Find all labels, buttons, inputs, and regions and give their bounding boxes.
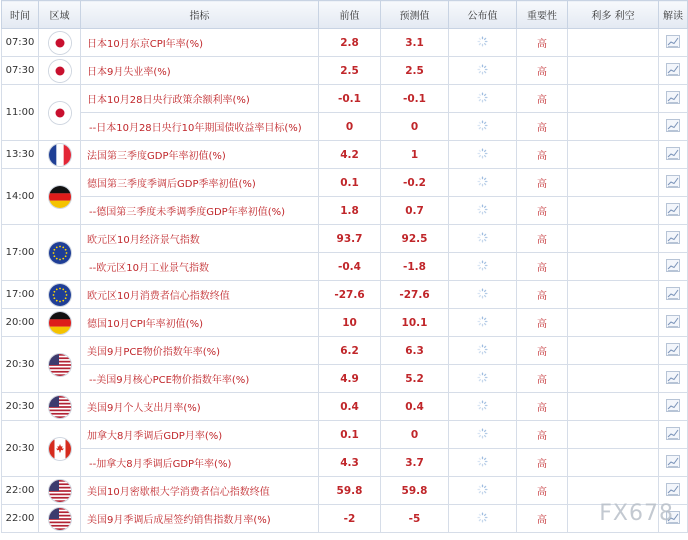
- previous-value: 0.4: [319, 393, 381, 421]
- indicator-link[interactable]: 日本10月东京CPI年率(%): [81, 29, 319, 57]
- importance-value: 高: [517, 113, 568, 141]
- loading-spinner-icon: [477, 64, 488, 78]
- jp-flag-icon: [49, 60, 71, 82]
- previous-value: 93.7: [319, 225, 381, 253]
- previous-value: 4.9: [319, 365, 381, 393]
- analysis-cell[interactable]: [659, 337, 688, 365]
- de-flag-icon: [49, 312, 71, 334]
- indicator-link[interactable]: --德国第三季度未季调季度GDP年率初值(%): [81, 197, 319, 225]
- actual-value: [449, 29, 517, 57]
- forecast-value: -1.8: [381, 253, 449, 281]
- importance-value: 高: [517, 449, 568, 477]
- forecast-value: -5: [381, 505, 449, 533]
- table-row: [2, 113, 688, 141]
- indicator-link[interactable]: 德国10月CPI年率初值(%): [81, 309, 319, 337]
- header-previous[interactable]: 前值: [319, 1, 381, 29]
- previous-value: -2: [319, 505, 381, 533]
- indicator-link[interactable]: --加拿大8月季调后GDP年率(%): [81, 449, 319, 477]
- header-region[interactable]: 区域: [39, 1, 81, 29]
- importance-value: 高: [517, 57, 568, 85]
- loading-spinner-icon: [477, 512, 488, 526]
- previous-value: 0.1: [319, 421, 381, 449]
- analysis-cell[interactable]: [659, 57, 688, 85]
- analysis-cell[interactable]: [659, 141, 688, 169]
- forecast-value: 92.5: [381, 225, 449, 253]
- impact-cell: [568, 57, 659, 85]
- forecast-value: 0: [381, 113, 449, 141]
- actual-value: [449, 449, 517, 477]
- analysis-cell[interactable]: [659, 29, 688, 57]
- region-cell: [39, 85, 81, 141]
- previous-value: -0.1: [319, 85, 381, 113]
- impact-cell: [568, 85, 659, 113]
- time-cell: 07:30: [2, 29, 39, 57]
- analysis-cell[interactable]: [659, 449, 688, 477]
- loading-spinner-icon: [477, 92, 488, 106]
- importance-value: 高: [517, 281, 568, 309]
- time-cell: 17:00: [2, 225, 39, 281]
- analysis-cell[interactable]: [659, 225, 688, 253]
- chart-icon[interactable]: [666, 371, 680, 387]
- analysis-cell[interactable]: [659, 169, 688, 197]
- indicator-link[interactable]: 美国10月密歇根大学消费者信心指数终值: [81, 477, 319, 505]
- region-cell: [39, 421, 81, 477]
- indicator-link[interactable]: 日本9月失业率(%): [81, 57, 319, 85]
- indicator-link[interactable]: --欧元区10月工业景气指数: [81, 253, 319, 281]
- time-cell: 20:30: [2, 421, 39, 477]
- region-cell: [39, 309, 81, 337]
- forecast-value: 5.2: [381, 365, 449, 393]
- time-cell: 11:00: [2, 85, 39, 141]
- header-analysis[interactable]: 解读: [659, 1, 688, 29]
- header-time[interactable]: 时间: [2, 1, 39, 29]
- header-importance[interactable]: 重要性: [517, 1, 568, 29]
- importance-value: 高: [517, 505, 568, 533]
- chart-icon[interactable]: [666, 119, 680, 135]
- us-flag-icon: [49, 396, 71, 418]
- actual-value: [449, 505, 517, 533]
- chart-icon[interactable]: [666, 231, 680, 247]
- importance-value: 高: [517, 197, 568, 225]
- previous-value: 4.2: [319, 141, 381, 169]
- ca-flag-icon: [49, 438, 71, 460]
- region-cell: [39, 337, 81, 393]
- previous-value: -0.4: [319, 253, 381, 281]
- table-row: [2, 337, 688, 365]
- loading-spinner-icon: [477, 344, 488, 358]
- loading-spinner-icon: [477, 176, 488, 190]
- loading-spinner-icon: [477, 36, 488, 50]
- forecast-value: 6.3: [381, 337, 449, 365]
- actual-value: [449, 113, 517, 141]
- chart-icon[interactable]: [666, 315, 680, 331]
- impact-cell: [568, 197, 659, 225]
- impact-cell: [568, 365, 659, 393]
- region-cell: [39, 29, 81, 57]
- table-row: [2, 477, 688, 505]
- importance-value: 高: [517, 141, 568, 169]
- forecast-value: 2.5: [381, 57, 449, 85]
- table-row: [2, 225, 688, 253]
- chart-icon[interactable]: [666, 63, 680, 79]
- forecast-value: 3.7: [381, 449, 449, 477]
- indicator-link[interactable]: 德国第三季度季调后GDP季率初值(%): [81, 169, 319, 197]
- time-cell: 20:30: [2, 337, 39, 393]
- indicator-link[interactable]: 日本10月28日央行政策余额利率(%): [81, 85, 319, 113]
- forecast-value: 0.4: [381, 393, 449, 421]
- time-cell: 17:00: [2, 281, 39, 309]
- impact-cell: [568, 113, 659, 141]
- importance-value: 高: [517, 85, 568, 113]
- table-row: [2, 197, 688, 225]
- region-cell: [39, 281, 81, 309]
- table-row: [2, 85, 688, 113]
- forecast-value: -27.6: [381, 281, 449, 309]
- eu-flag-icon: [49, 242, 71, 264]
- chart-icon[interactable]: [666, 259, 680, 275]
- actual-value: [449, 281, 517, 309]
- actual-value: [449, 225, 517, 253]
- importance-value: 高: [517, 365, 568, 393]
- loading-spinner-icon: [477, 232, 488, 246]
- time-cell: 22:00: [2, 477, 39, 505]
- importance-value: 高: [517, 393, 568, 421]
- table-header-row: [2, 1, 688, 29]
- table-row: [2, 253, 688, 281]
- indicator-link[interactable]: 美国9月个人支出月率(%): [81, 393, 319, 421]
- chart-icon[interactable]: [666, 427, 680, 443]
- impact-cell: [568, 421, 659, 449]
- actual-value: [449, 365, 517, 393]
- analysis-cell[interactable]: [659, 253, 688, 281]
- region-cell: [39, 57, 81, 85]
- region-cell: [39, 393, 81, 421]
- fx678-watermark: FX678: [599, 501, 674, 526]
- indicator-link[interactable]: 美国9月PCE物价指数年率(%): [81, 337, 319, 365]
- forecast-value: 0.7: [381, 197, 449, 225]
- indicator-link[interactable]: --美国9月核心PCE物价指数年率(%): [81, 365, 319, 393]
- indicator-link[interactable]: --日本10月28日央行10年期国债收益率目标(%): [81, 113, 319, 141]
- importance-value: 高: [517, 477, 568, 505]
- de-flag-icon: [49, 186, 71, 208]
- impact-cell: [568, 225, 659, 253]
- analysis-cell[interactable]: [659, 421, 688, 449]
- previous-value: 2.5: [319, 57, 381, 85]
- time-cell: 22:00: [2, 505, 39, 533]
- previous-value: 0: [319, 113, 381, 141]
- forecast-value: 1: [381, 141, 449, 169]
- importance-value: 高: [517, 29, 568, 57]
- region-cell: [39, 477, 81, 505]
- forecast-value: 59.8: [381, 477, 449, 505]
- actual-value: [449, 57, 517, 85]
- actual-value: [449, 141, 517, 169]
- indicator-link[interactable]: 欧元区10月经济景气指数: [81, 225, 319, 253]
- time-cell: 20:00: [2, 309, 39, 337]
- forecast-value: 3.1: [381, 29, 449, 57]
- previous-value: 1.8: [319, 197, 381, 225]
- loading-spinner-icon: [477, 484, 488, 498]
- jp-flag-icon: [49, 102, 71, 124]
- chart-icon[interactable]: [666, 399, 680, 415]
- chart-icon[interactable]: [666, 287, 680, 303]
- loading-spinner-icon: [477, 148, 488, 162]
- importance-value: 高: [517, 253, 568, 281]
- header-actual[interactable]: 公布值: [449, 1, 517, 29]
- importance-value: 高: [517, 225, 568, 253]
- impact-cell: [568, 449, 659, 477]
- importance-value: 高: [517, 169, 568, 197]
- actual-value: [449, 253, 517, 281]
- actual-value: [449, 477, 517, 505]
- chart-icon[interactable]: [666, 147, 680, 163]
- analysis-cell[interactable]: [659, 393, 688, 421]
- us-flag-icon: [49, 354, 71, 376]
- fr-flag-icon: [49, 144, 71, 166]
- previous-value: 0.1: [319, 169, 381, 197]
- table-row: [2, 365, 688, 393]
- table-row: [2, 29, 688, 57]
- chart-icon[interactable]: [666, 483, 680, 499]
- indicator-link[interactable]: 欧元区10月消费者信心指数终值: [81, 281, 319, 309]
- actual-value: [449, 309, 517, 337]
- indicator-link[interactable]: 加拿大8月季调后GDP月率(%): [81, 421, 319, 449]
- analysis-cell[interactable]: [659, 281, 688, 309]
- forecast-value: -0.2: [381, 169, 449, 197]
- impact-cell: [568, 393, 659, 421]
- table-row: [2, 57, 688, 85]
- importance-value: 高: [517, 337, 568, 365]
- analysis-cell[interactable]: [659, 197, 688, 225]
- forecast-value: 10.1: [381, 309, 449, 337]
- indicator-link[interactable]: 法国第三季度GDP年率初值(%): [81, 141, 319, 169]
- impact-cell: [568, 337, 659, 365]
- time-cell: 07:30: [2, 57, 39, 85]
- time-cell: 13:30: [2, 141, 39, 169]
- table-row: [2, 393, 688, 421]
- actual-value: [449, 197, 517, 225]
- header-impact[interactable]: 利多 利空: [568, 1, 659, 29]
- previous-value: 2.8: [319, 29, 381, 57]
- region-cell: [39, 169, 81, 225]
- loading-spinner-icon: [477, 400, 488, 414]
- impact-cell: [568, 281, 659, 309]
- time-cell: 20:30: [2, 393, 39, 421]
- forecast-value: 0: [381, 421, 449, 449]
- time-cell: 14:00: [2, 169, 39, 225]
- actual-value: [449, 393, 517, 421]
- previous-value: 6.2: [319, 337, 381, 365]
- chart-icon[interactable]: [666, 175, 680, 191]
- region-cell: [39, 141, 81, 169]
- chart-icon[interactable]: [666, 343, 680, 359]
- analysis-cell[interactable]: [659, 365, 688, 393]
- loading-spinner-icon: [477, 204, 488, 218]
- us-flag-icon: [49, 508, 71, 530]
- table-row: [2, 169, 688, 197]
- eu-flag-icon: [49, 284, 71, 306]
- analysis-cell[interactable]: [659, 309, 688, 337]
- impact-cell: [568, 141, 659, 169]
- actual-value: [449, 421, 517, 449]
- forecast-value: -0.1: [381, 85, 449, 113]
- indicator-link[interactable]: 美国9月季调后成屋签约销售指数月率(%): [81, 505, 319, 533]
- importance-value: 高: [517, 309, 568, 337]
- region-cell: [39, 225, 81, 281]
- region-cell: [39, 505, 81, 533]
- loading-spinner-icon: [477, 428, 488, 442]
- loading-spinner-icon: [477, 120, 488, 134]
- impact-cell: [568, 169, 659, 197]
- loading-spinner-icon: [477, 316, 488, 330]
- table-row: [2, 421, 688, 449]
- previous-value: 4.3: [319, 449, 381, 477]
- analysis-cell[interactable]: [659, 113, 688, 141]
- economic-calendar-table: [1, 0, 688, 533]
- previous-value: 59.8: [319, 477, 381, 505]
- previous-value: 10: [319, 309, 381, 337]
- actual-value: [449, 85, 517, 113]
- analysis-cell[interactable]: [659, 85, 688, 113]
- table-row: [2, 281, 688, 309]
- impact-cell: [568, 29, 659, 57]
- loading-spinner-icon: [477, 288, 488, 302]
- us-flag-icon: [49, 480, 71, 502]
- impact-cell: [568, 309, 659, 337]
- jp-flag-icon: [49, 32, 71, 54]
- previous-value: -27.6: [319, 281, 381, 309]
- table-row: [2, 141, 688, 169]
- impact-cell: [568, 253, 659, 281]
- loading-spinner-icon: [477, 260, 488, 274]
- loading-spinner-icon: [477, 372, 488, 386]
- chart-icon[interactable]: [666, 455, 680, 471]
- header-indicator[interactable]: 指标: [81, 1, 319, 29]
- chart-icon[interactable]: [666, 203, 680, 219]
- table-row: [2, 505, 688, 533]
- actual-value: [449, 169, 517, 197]
- actual-value: [449, 337, 517, 365]
- table-body: [2, 29, 688, 533]
- header-forecast[interactable]: 预测值: [381, 1, 449, 29]
- chart-icon[interactable]: [666, 91, 680, 107]
- table-row: [2, 309, 688, 337]
- loading-spinner-icon: [477, 456, 488, 470]
- chart-icon[interactable]: [666, 35, 680, 51]
- table-row: [2, 449, 688, 477]
- importance-value: 高: [517, 421, 568, 449]
